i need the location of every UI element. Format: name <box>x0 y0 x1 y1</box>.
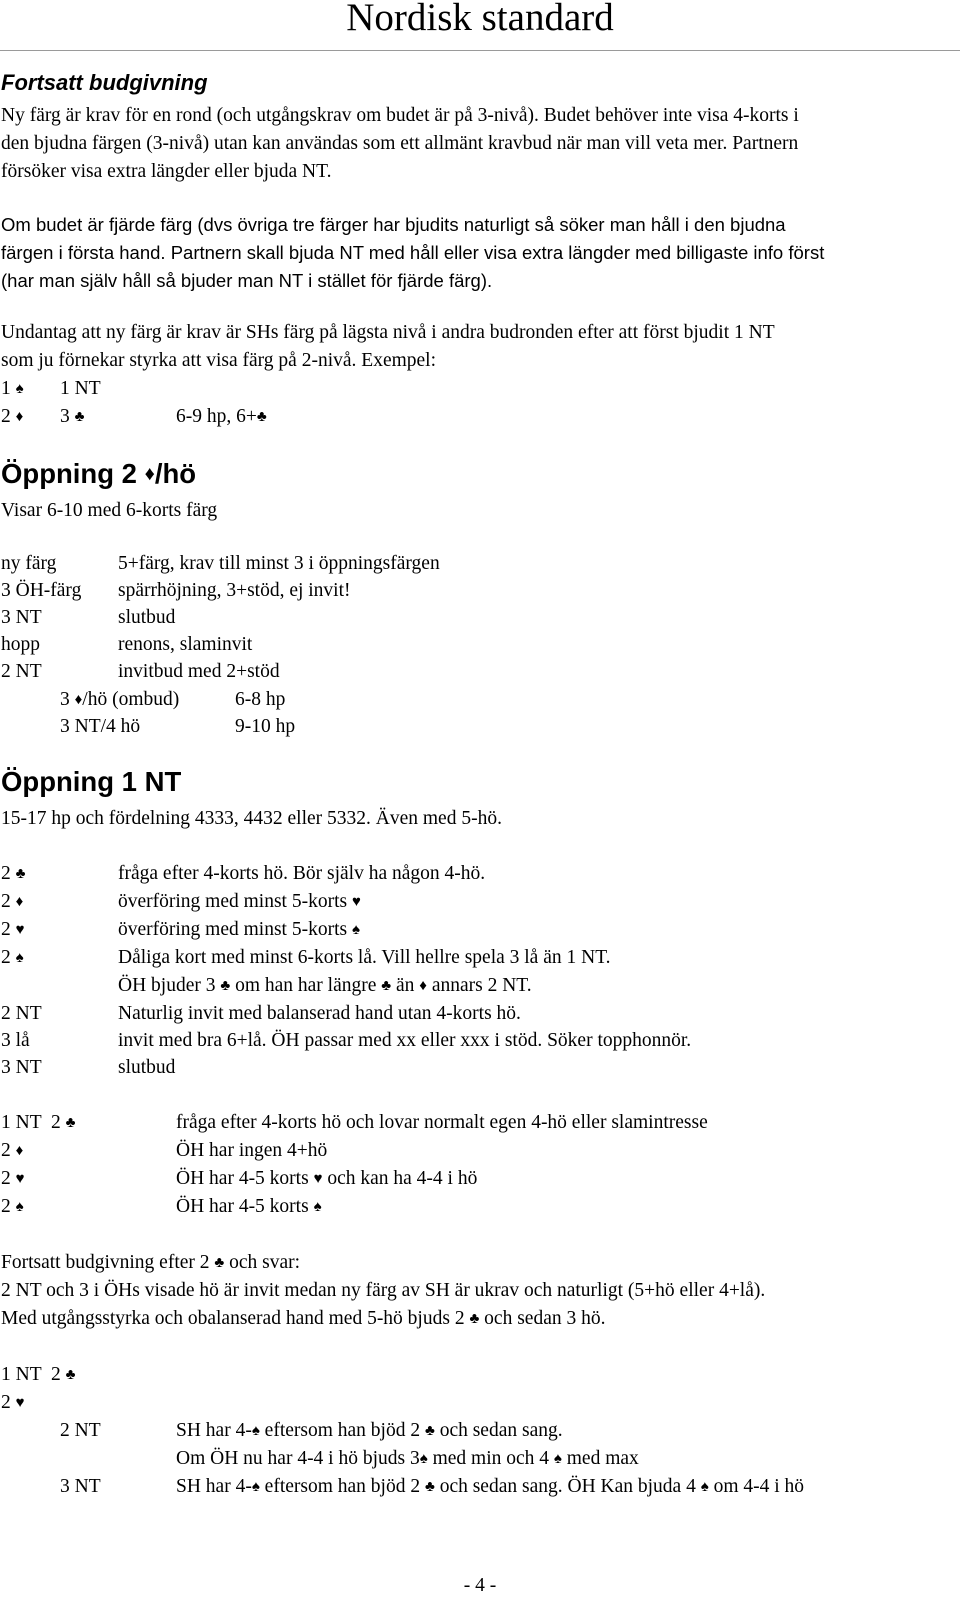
paragraph-ny-farg <box>1 102 956 186</box>
club-icon: ♣ <box>65 1367 76 1383</box>
text-line: Ny färg är krav för en rond (och utgångskrav om budet är på 3-nivå). Budet behöver inte visa 4-korts i <box>1 105 799 126</box>
bid: 3 NT <box>60 1476 101 1497</box>
spade-icon: ♠ <box>251 1423 260 1439</box>
example-bid: 3 ♣ <box>60 406 85 427</box>
club-icon: ♣ <box>424 1423 435 1439</box>
spade-icon: ♠ <box>313 1199 322 1215</box>
bid-meaning-cont: ÖH bjuder 3 ♣ om han har längre ♣ än ♦ annars 2 NT. <box>118 975 532 996</box>
bid-meaning: renons, slaminvit <box>118 634 253 655</box>
text-line: den bjudna färgen (3-nivå) utan kan användas som ett allmänt kravbud när man vill veta mer. Partnern <box>1 133 799 154</box>
example-bid: 2 ♦ <box>1 406 24 427</box>
bid: 2 ♥ <box>1 1392 25 1413</box>
page-header-title: Nordisk standard <box>346 0 614 39</box>
heart-icon: ♥ <box>15 1395 25 1411</box>
spade-icon: ♠ <box>15 950 24 966</box>
bid: 2 ♠ <box>1 1196 24 1217</box>
bid: 3 NT <box>1 1057 42 1078</box>
bid: hopp <box>1 634 40 655</box>
open1nt-intro: 15-17 hp och fördelning 4333, 4432 eller 5332. Även med 5-hö. <box>1 808 502 829</box>
diamond-icon: ♦ <box>15 894 24 910</box>
diamond-icon: ♦ <box>15 409 24 425</box>
bid: 1 NT 2 ♣ <box>1 1112 76 1133</box>
text-line: färgen i första hand. Partnern skall bjuda NT med håll eller visa extra längder med billigaste info först <box>1 242 825 263</box>
bid-meaning: fråga efter 4-korts hö. Bör själv ha någon 4-hö. <box>118 863 486 884</box>
spade-icon: ♠ <box>251 1479 260 1495</box>
bid: 2 ♠ <box>1 947 24 968</box>
bid: 3 ÖH-färg <box>1 580 82 601</box>
bid-meaning: Dåliga kort med minst 6-korts lå. Vill hellre spela 3 lå än 1 NT. <box>118 947 611 968</box>
club-icon: ♣ <box>74 409 85 425</box>
bid-meaning: Naturlig invit med balanserad hand utan 4-korts hö. <box>118 1003 521 1024</box>
section-heading-oppning-1nt: Öppning 1 NT <box>1 766 182 797</box>
diamond-icon: ♦ <box>74 692 83 708</box>
bid-meaning: ÖH har 4-5 korts ♠ <box>176 1196 322 1217</box>
bid-meaning: ÖH har ingen 4+hö <box>176 1140 328 1161</box>
bid-meaning: SH har 4-♠ eftersom han bjöd 2 ♣ och sedan sang. <box>176 1420 563 1441</box>
bid-meaning: överföring med minst 5-korts ♠ <box>118 919 360 940</box>
bid: 3 NT <box>1 607 42 628</box>
club-icon: ♣ <box>65 1115 76 1131</box>
bid: 2 ♦ <box>1 1140 24 1161</box>
bid-meaning: spärrhöjning, 3+stöd, ej invit! <box>118 580 351 601</box>
example-desc: 6-9 hp, 6+♣ <box>176 406 267 427</box>
bid: 2 ♦ <box>1 891 24 912</box>
sub-bid-meaning: 9-10 hp <box>235 716 296 737</box>
bid: 1 NT 2 ♣ <box>1 1364 76 1385</box>
bid: 2 ♥ <box>1 919 25 940</box>
text-line: som ju förnekar styrka att visa färg på 2-nivå. Exempel: <box>1 350 437 371</box>
section-heading-oppning-2: Öppning 2 ♦/hö <box>1 458 197 489</box>
diamond-icon: ♦ <box>144 463 155 485</box>
bid-meaning: överföring med minst 5-korts ♥ <box>118 891 361 912</box>
text-line: Fortsatt budgivning efter 2 ♣ och svar: <box>1 1252 301 1273</box>
header-divider <box>0 50 960 51</box>
heart-icon: ♥ <box>15 1171 25 1187</box>
club-icon: ♣ <box>256 409 267 425</box>
bid-meaning: 5+färg, krav till minst 3 i öppningsfärgen <box>118 553 440 574</box>
diamond-icon: ♦ <box>15 1143 24 1159</box>
text-line: 2 NT och 3 i ÖHs visade hö är invit medan ny färg av SH är ukrav och naturligt (5+hö eller 4+lå). <box>1 1280 766 1301</box>
spade-icon: ♠ <box>553 1451 562 1467</box>
club-icon: ♣ <box>381 978 392 994</box>
bid: 3 lå <box>1 1030 30 1051</box>
bid-meaning: ÖH har 4-5 korts ♥ och kan ha 4-4 i hö <box>176 1168 478 1189</box>
heart-icon: ♥ <box>351 894 361 910</box>
bid-meaning: invit med bra 6+lå. ÖH passar med xx eller xxx i stöd. Söker topphonnör. <box>118 1030 692 1051</box>
spade-icon: ♠ <box>15 1199 24 1215</box>
spade-icon: ♠ <box>351 922 360 938</box>
text-line: Om budet är fjärde färg (dvs övriga tre färger har bjudits naturligt så söker man håll i den bjudna <box>1 214 786 235</box>
club-icon: ♣ <box>220 978 231 994</box>
bid: 2 NT <box>60 1420 101 1441</box>
text-line: Undantag att ny färg är krav är SHs färg på lägsta nivå i andra budronden efter att först bjudit 1 NT <box>1 322 775 343</box>
bid-meaning: slutbud <box>118 607 176 628</box>
bid-meaning: invitbud med 2+stöd <box>118 661 280 682</box>
bid-meaning: slutbud <box>118 1057 176 1078</box>
spade-icon: ♠ <box>15 381 24 397</box>
heart-icon: ♥ <box>313 1171 323 1187</box>
bid-meaning: fråga efter 4-korts hö och lovar normalt egen 4-hö eller slamintresse <box>176 1112 708 1133</box>
example-bid: 1 NT <box>60 378 101 399</box>
bid-meaning-cont: Om ÖH nu har 4-4 i hö bjuds 3♠ med min och 4 ♠ med max <box>176 1448 639 1469</box>
paragraph-fjarde-farg <box>1 211 956 295</box>
spade-icon: ♠ <box>419 1451 428 1467</box>
club-icon: ♣ <box>15 866 26 882</box>
diamond-icon: ♦ <box>419 978 427 994</box>
text-line: (har man själv håll så bjuder man NT i stället för fjärde färg). <box>1 270 493 291</box>
paragraph-undantag <box>1 319 956 375</box>
bid: ny färg <box>1 553 57 574</box>
sub-bid: 3 NT/4 hö <box>60 716 141 737</box>
section-heading-fortsatt: Fortsatt budgivning <box>1 70 208 95</box>
bid: 2 ♥ <box>1 1168 25 1189</box>
spade-icon: ♠ <box>700 1479 709 1495</box>
text-line: försöker visa extra längder eller bjuda NT. <box>1 161 332 182</box>
club-icon: ♣ <box>469 1311 480 1327</box>
club-icon: ♣ <box>424 1479 435 1495</box>
example-bid: 1 ♠ <box>1 378 24 399</box>
sub-bid: 3 ♦/hö (ombud) <box>60 689 180 710</box>
page-number: - 4 - <box>463 1575 497 1596</box>
open2-intro: Visar 6-10 med 6-korts färg <box>1 500 218 521</box>
heart-icon: ♥ <box>15 922 25 938</box>
text-line: Med utgångsstyrka och obalanserad hand med 5-hö bjuds 2 ♣ och sedan 3 hö. <box>1 1308 606 1329</box>
bid: 2 NT <box>1 1003 42 1024</box>
sub-bid-meaning: 6-8 hp <box>235 689 286 710</box>
club-icon: ♣ <box>214 1255 225 1271</box>
bid: 2 ♣ <box>1 863 26 884</box>
bid: 2 NT <box>1 661 42 682</box>
bid-meaning: SH har 4-♠ eftersom han bjöd 2 ♣ och sedan sang. ÖH Kan bjuda 4 ♠ om 4-4 i hö <box>176 1476 805 1497</box>
